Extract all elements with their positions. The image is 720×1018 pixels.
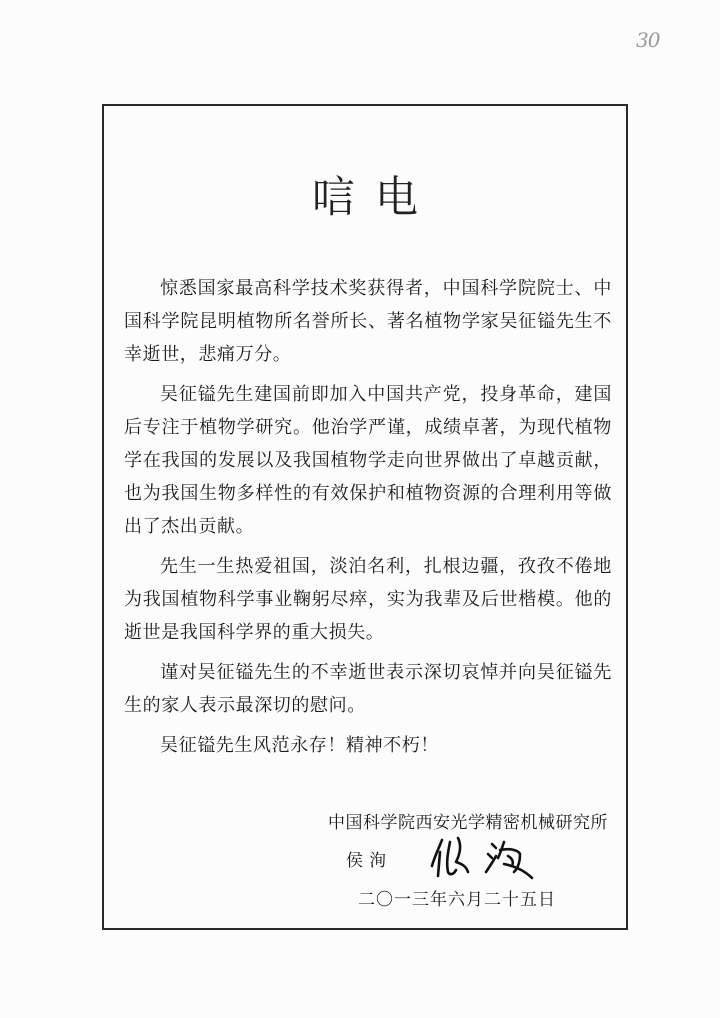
closing-block [288,808,608,918]
document-date: 二〇一三年六月二十五日 [358,890,556,910]
paragraph-5: 吴征镒先生风范永存！精神不朽！ [160,735,439,756]
document-frame [102,104,628,930]
paragraph-3: 先生一生热爱祖国，淡泊名利，扎根边疆，孜孜不倦地为我国植物科学事业鞠躬尽瘁，实为我辈及后世楷模。他的逝世是我国科学界的重大损失。 [124,556,612,643]
page-number-mark: 30 [636,28,660,52]
document-title: 唁电 [312,173,438,223]
document-body [124,272,612,769]
paragraph-1: 惊悉国家最高科学技术奖获得者，中国科学院院士、中国科学院昆明植物所名誉所长、著名植物学家吴征镒先生不幸逝世，悲痛万分。 [124,278,612,365]
paragraph-2: 吴征镒先生建国前即加入中国共产党，投身革命，建国后专注于植物学研究。他治学严谨，成绩卓著，为现代植物学在我国的发展以及我国植物学走向世界做出了卓越贡献，也为我国生物多样性的有效保护和植物资源的合理利用等做出了杰出贡献。 [124,384,612,537]
handwritten-signature [428,832,548,882]
paragraph-4: 谨对吴征镒先生的不幸逝世表示深切哀悼并向吴征镒先生的家人表示最深切的慰问。 [124,662,612,716]
sender-organization: 中国科学院西安光学精密机械研究所 [328,813,608,833]
signer-name: 侯洵 [346,851,392,871]
